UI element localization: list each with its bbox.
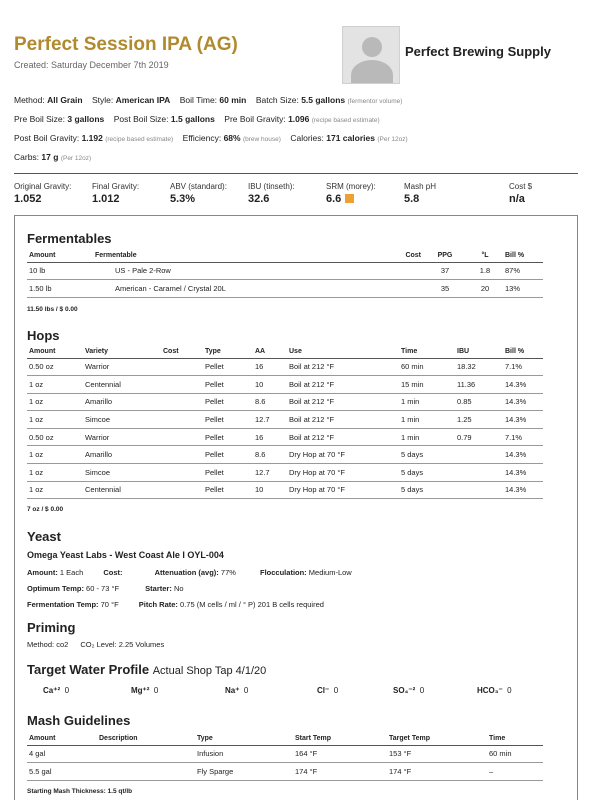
ion-sulfate: SO₄⁻² 0	[393, 686, 425, 695]
recipe-title: Perfect Session IPA (AG)	[14, 34, 238, 55]
table-row: 1 oz Amarillo Pellet 8.6 Boil at 212 °F 1 min 0.85 14.3%	[27, 393, 543, 411]
style-value: American IPA	[115, 95, 171, 105]
yeast-title: Yeast	[27, 529, 61, 544]
divider	[14, 173, 578, 174]
ion-calcium: Ca⁺² 0	[43, 686, 70, 695]
hops-totals: 7 oz / $ 0.00	[27, 506, 64, 513]
calories-value: 171 calories	[326, 133, 375, 143]
table-row: 4 gal Infusion 164 °F 153 °F 60 min	[27, 745, 543, 763]
hops-header-row: Amount Variety Cost Type AA Use Time IBU Bill %	[27, 345, 543, 358]
ion-magnesium: Mg⁺² 0	[131, 686, 159, 695]
table-row: 1 oz Simcoe Pellet 12.7 Dry Hop at 70 °F 5 days 14.3%	[27, 464, 543, 482]
recipe-header	[14, 34, 578, 94]
table-row: 0.50 oz Warrior Pellet 16 Boil at 212 °F 1 min 0.79 7.1%	[27, 428, 543, 446]
stat-og: Original Gravity: 1.052	[14, 182, 72, 205]
table-row: 1 oz Amarillo Pellet 8.6 Dry Hop at 70 °F 5 days 14.3%	[27, 446, 543, 464]
post-boil-size-value: 1.5 gallons	[170, 114, 215, 124]
meta-line-4: Carbs: 17 g (Per 12oz)	[14, 152, 92, 162]
pre-boil-gravity-value: 1.096	[288, 114, 310, 124]
water-title: Target Water Profile Actual Shop Tap 4/1/20	[27, 662, 267, 677]
table-row: 1 oz Simcoe Pellet 12.7 Boil at 212 °F 1 min 1.25 14.3%	[27, 411, 543, 429]
table-row: 1 oz Centennial Pellet 10 Boil at 212 °F 15 min 11.36 14.3%	[27, 376, 543, 394]
batch-size-value: 5.5 gallons	[301, 95, 346, 105]
table-row: 1.50 lb American - Caramel / Crystal 20L 35 20 13%	[27, 280, 543, 298]
table-row: 5.5 gal Fly Sparge 174 °F 174 °F –	[27, 763, 543, 781]
brewer-avatar-icon	[342, 26, 400, 84]
mash-thickness: Starting Mash Thickness: 1.5 qt/lb	[27, 788, 133, 795]
stat-mash-ph: Mash pH 5.8	[404, 182, 437, 205]
yeast-line-3: Fermentation Temp: 70 °F Pitch Rate: 0.75 (M cells / ml / ° P) 201 B cells required	[27, 600, 324, 609]
stats-row	[14, 182, 578, 210]
mash-header-row: Amount Description Type Start Temp Target Temp Time	[27, 732, 543, 745]
created-date: Created: Saturday December 7th 2019	[14, 60, 169, 70]
carbs-value: 17 g	[41, 152, 59, 162]
stat-abv: ABV (standard): 5.3%	[170, 182, 227, 205]
fermentables-title: Fermentables	[27, 231, 112, 246]
ion-bicarbonate: HCO₃⁻ 0	[477, 686, 512, 695]
meta-line-2: Pre Boil Size: 3 gallons Post Boil Size: 1.5 gallons Pre Boil Gravity: 1.096 (recipe based estimate)	[14, 114, 380, 124]
fermentables-totals: 11.50 lbs / $ 0.00	[27, 306, 78, 313]
mash-title: Mash Guidelines	[27, 713, 131, 728]
meta-line-3: Post Boil Gravity: 1.192 (recipe based estimate) Efficiency: 68% (brew house) Calories: 171 calories (Per 12oz)	[14, 133, 408, 143]
post-boil-gravity-value: 1.192	[81, 133, 103, 143]
recipe-details-box	[14, 215, 578, 800]
boil-time-value: 60 min	[219, 95, 247, 105]
table-row: 10 lb US - Pale 2-Row 37 1.8 87%	[27, 262, 543, 280]
table-row: 0.50 oz Warrior Pellet 16 Boil at 212 °F 60 min 18.32 7.1%	[27, 358, 543, 376]
priming-title: Priming	[27, 620, 76, 635]
hops-title: Hops	[27, 328, 60, 343]
fermentables-table	[27, 249, 543, 298]
stat-srm: SRM (morey): 6.6	[326, 182, 376, 205]
mash-table	[27, 732, 543, 781]
ion-chloride: Cl⁻ 0	[317, 686, 339, 695]
meta-line-1: Method: All Grain Style: American IPA Boil Time: 60 min Batch Size: 5.5 gallons (fermentor volume)	[14, 95, 403, 105]
yeast-name: Omega Yeast Labs - West Coast Ale I OYL-004	[27, 550, 224, 560]
efficiency-value: 68%	[223, 133, 241, 143]
hops-table	[27, 345, 543, 499]
fermentables-header-row: Amount Fermentable Cost PPG °L Bill %	[27, 249, 543, 262]
srm-color-swatch	[345, 194, 354, 203]
table-row: 1 oz Centennial Pellet 10 Dry Hop at 70 °F 5 days 14.3%	[27, 481, 543, 499]
ion-sodium: Na⁺ 0	[225, 686, 249, 695]
method-value: All Grain	[47, 95, 83, 105]
priming-line: Method: co2 CO₂ Level: 2.25 Volumes	[27, 640, 165, 649]
stat-cost: Cost $ n/a	[509, 182, 533, 205]
stat-ibu: IBU (tinseth): 32.6	[248, 182, 295, 205]
pre-boil-size-value: 3 gallons	[67, 114, 105, 124]
brand-name: Perfect Brewing Supply	[405, 44, 551, 59]
stat-fg: Final Gravity: 1.012	[92, 182, 140, 205]
yeast-line-2: Optimum Temp: 60 - 73 °F Starter: No	[27, 584, 184, 593]
yeast-line-1: Amount: 1 Each Cost: Attenuation (avg): 77% Flocculation: Medium-Low	[27, 568, 352, 577]
